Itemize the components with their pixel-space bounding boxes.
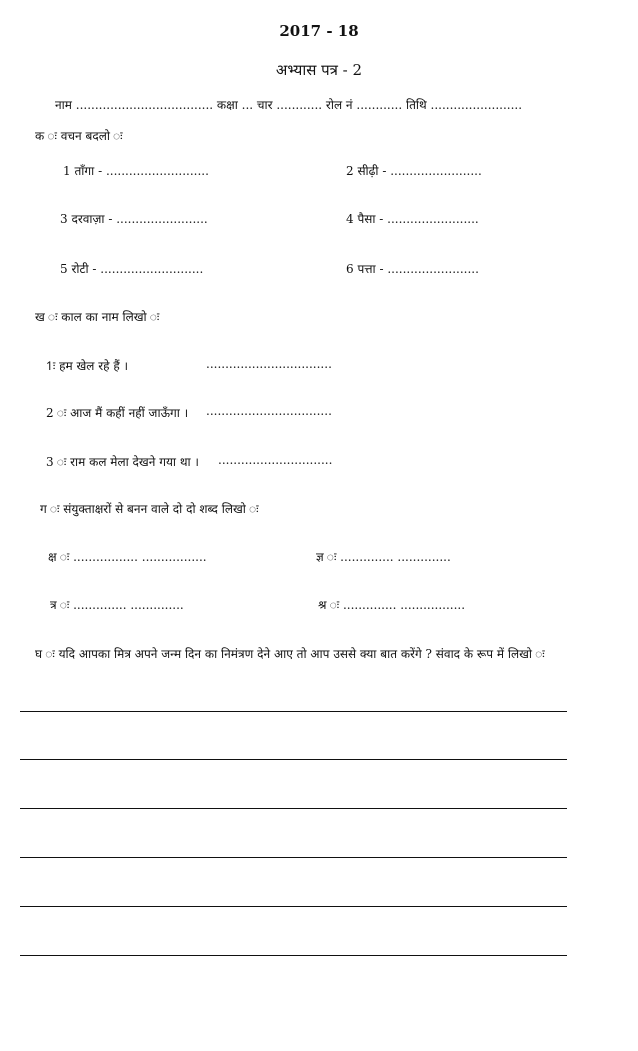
ga-item-ksha: क्ष ः ................. ................. [48,550,207,564]
ka-item-1: 1 ताँगा - ........................... [63,164,209,178]
ga-item-shra: श्र ः .............. ................. [318,598,466,612]
section-ga-heading: ग ः संयुक्ताक्षरों से बनन वाले दो दो शब्द लिखो ः [40,502,259,516]
writing-line [20,711,567,712]
writing-line [20,955,567,956]
ka-item-3: 3 दरवाज़ा - ........................ [60,212,208,226]
writing-line [20,906,567,907]
session-year: 2017 - 18 [279,22,359,40]
kha-sentence-2: 2 ः आज मैं कहीं नहीं जाऊँगा । [46,406,189,420]
student-info-line: नाम .................................... कक्षा ... चार ............ रोल नं ............ तिथि ........................ [55,98,523,112]
section-kha-heading: ख ः काल का नाम लिखो ः [35,310,160,324]
writing-line [20,808,567,809]
writing-line [20,857,567,858]
ka-item-2: 2 सीढ़ी - ........................ [346,164,482,178]
ka-item-4: 4 पैसा - ........................ [346,212,479,226]
ka-item-6: 6 पत्ता - ........................ [346,262,479,276]
writing-line [20,759,567,760]
worksheet-title: अभ्यास पत्र - 2 [275,61,363,79]
kha-answer-2: ................................. [206,404,332,418]
ga-item-tra: त्र ः .............. .............. [50,598,184,612]
section-ka-heading: क ः वचन बदलो ः [35,129,123,143]
kha-answer-3: .............................. [218,453,333,467]
kha-sentence-1: 1ः हम खेल रहे हैं । [46,359,129,373]
kha-answer-1: ................................. [206,357,332,371]
kha-sentence-3: 3 ः राम कल मेला देखने गया था । [46,455,199,469]
section-gha-question: घ ः यदि आपका मित्र अपने जन्म दिन का निमंत्रण देने आए तो आप उससे क्या बात करेंगे ? संवाद के रूप में लिखो ः [35,647,545,661]
ga-item-gya: ज्ञ ः .............. .............. [316,550,451,564]
ka-item-5: 5 रोटी - ........................... [60,262,204,276]
